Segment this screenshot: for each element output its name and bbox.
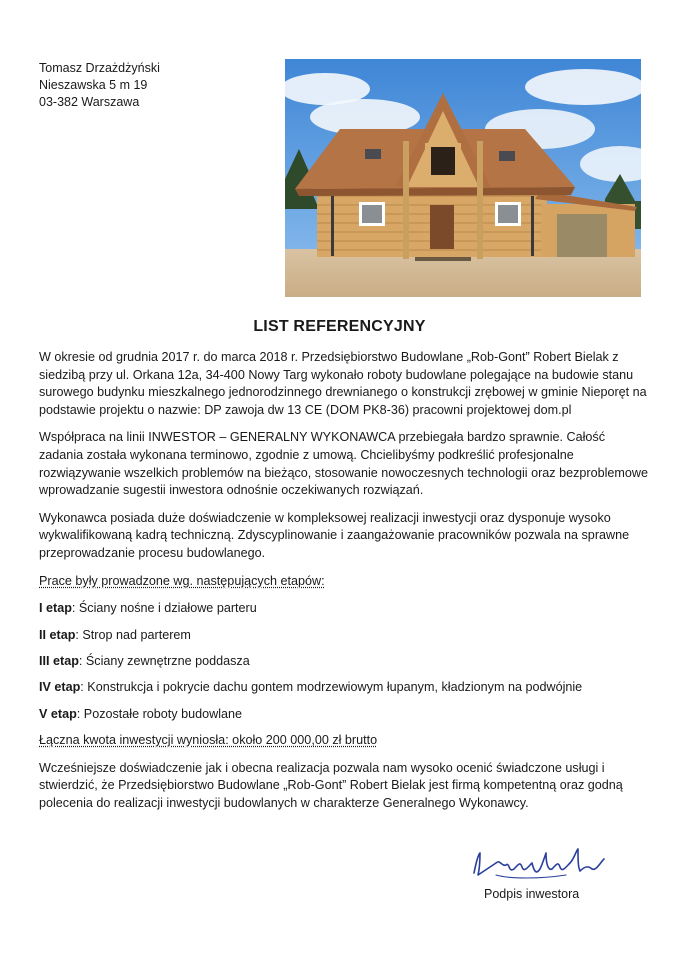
signature-label: Podpis inwestora — [484, 887, 580, 901]
stage-text: : Konstrukcja i pokrycie dachu gontem modrzewiowym łupanym, kładzionym na podwójnie — [80, 680, 583, 695]
sender-street: Nieszawska 5 m 19 — [39, 78, 148, 92]
stage-item — [39, 627, 649, 645]
stage-label: IV etap — [39, 680, 81, 695]
handwritten-signature — [470, 845, 610, 885]
stage-label: I etap — [39, 601, 72, 616]
investment-total: Łączna kwota inwestycji wyniosła: około 200 000,00 zł brutto — [39, 733, 378, 748]
stage-item — [39, 653, 649, 671]
stage-label: II etap — [39, 627, 76, 642]
sender-city: 03-382 Warszawa — [39, 95, 140, 109]
paragraph-cooperation: Współpraca na linii INWESTOR – GENERALNY WYKONAWCA przebiegała bardzo sprawnie. Całość zadania została wykonana terminowo, zgodnie z umową. Chcielibyśmy podkreślić profesjonalne rozwiązywanie wszelkich problemów na bieżąco, stosowanie nowoczesnych technologii oraz bezproblemowe wprowadzanie sugestii inwestora odnośnie oczekiwanych rozwiązań. — [39, 430, 649, 498]
letter-body — [39, 349, 649, 822]
sender-address — [39, 60, 160, 111]
stages-intro: Prace były prowadzone wg. następujących etapów: — [39, 573, 325, 588]
stage-item — [39, 600, 649, 618]
paragraph-experience: Wykonawca posiada duże doświadczenie w kompleksowej realizacji inwestycji oraz dysponuje wysoko wykwalifikowaną kadrą techniczną. Zdyscyplinowanie i zaangażowanie pracowników pozwala na sprawne przeprowadzanie procesu budowlanego. — [39, 510, 630, 560]
stage-text: : Strop nad parterem — [75, 627, 191, 642]
stage-text: : Ściany zewnętrzne poddasza — [78, 653, 250, 668]
stage-label: III etap — [39, 653, 79, 668]
house-photo — [285, 59, 641, 297]
page-title: LIST REFERENCYJNY — [253, 318, 426, 335]
stage-label: V etap — [39, 706, 77, 721]
paragraph-closing: Wcześniejsze doświadczenie jak i obecna realizacja pozwala nam wysoko ocenić świadczone usługi i stwierdzić, że Przedsiębiorstwo Budowlane „Rob-Gont” Robert Bielak jest firmą kompetentną oraz godną polecenia do realizacji inwestycji budowlanych w charakterze Generalnego Wykonawcy. — [39, 760, 623, 810]
stage-item — [39, 706, 649, 724]
sender-name: Tomasz Drzażdżyński — [39, 61, 160, 75]
stage-text: : Ściany nośne i działowe parteru — [71, 601, 257, 616]
paragraph-intro: W okresie od grudnia 2017 r. do marca 2018 r. Przedsiębiorstwo Budowlane „Rob-Gont” Robert Bielak z siedzibą przy ul. Orkana 12a, 34-400 Nowy Targ wykonało roboty budowlane polegające na budowie stanu surowego budynku mieszkalnego jednorodzinnego drewnianego o konstrukcji zrębowej w gminie Nieporęt na podstawie projektu o nazwie: DP zawoja dw 13 CE (DOM PK8-36) pracowni projektowej dom.pl — [39, 350, 647, 417]
stage-item — [39, 679, 649, 697]
stage-text: : Pozostałe roboty budowlane — [76, 706, 243, 721]
